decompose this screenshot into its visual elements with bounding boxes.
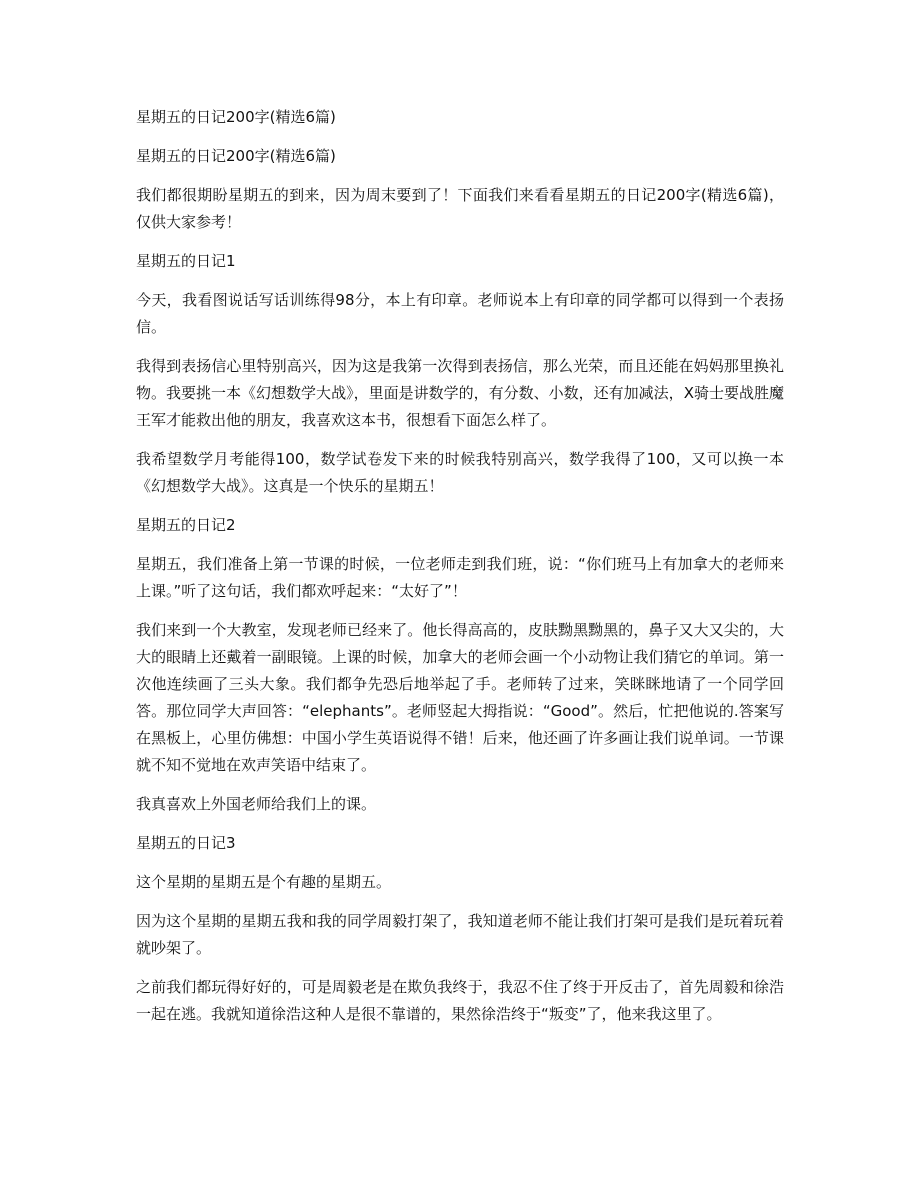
entry-1-paragraph: 我得到表扬信心里特别高兴，因为这是我第一次得到表扬信，那么光荣，而且还能在妈妈那里换礼物。我要挑一本《幻想数学大战》，里面是讲数学的，有分数、小数，还有加减法，X骑士要战胜魔王军才能救出他的朋友，我喜欢这本书，很想看下面怎么样了。: [136, 357, 784, 429]
entry-heading-1: 星期五的日记1: [136, 252, 236, 270]
entry-heading-3: 星期五的日记3: [136, 834, 236, 852]
entry-2-paragraph: 我真喜欢上外国老师给我们上的课。: [136, 795, 377, 813]
entry-heading-2: 星期五的日记2: [136, 516, 236, 534]
entry-1-paragraph: 我希望数学月考能得100，数学试卷发下来的时候我特别高兴，数学我得了100，又可以换一本《幻想数学大战》。这真是一个快乐的星期五！: [136, 450, 784, 495]
document-title: 星期五的日记200字(精选6篇): [136, 108, 336, 126]
entry-3-paragraph: 因为这个星期的星期五我和我的同学周毅打架了，我知道老师不能让我们打架可是我们是玩着玩着就吵架了。: [136, 912, 784, 957]
entry-2-paragraph: 星期五，我们准备上第一节课的时候，一位老师走到我们班，说：“你们班马上有加拿大的老师来上课。”听了这句话，我们都欢呼起来：“太好了”！: [136, 555, 784, 600]
entry-3-paragraph: 这个星期的星期五是个有趣的星期五。: [136, 873, 392, 891]
document-page: [136, 104, 784, 1040]
intro-paragraph: 我们都很期盼星期五的到来，因为周末要到了！下面我们来看看星期五的日记200字(精选6篇)，仅供大家参考！: [136, 186, 784, 231]
entry-2-paragraph: 我们来到一个大教室，发现老师已经来了。他长得高高的，皮肤黝黑黝黑的，鼻子又大又尖的，大大的眼睛上还戴着一副眼镜。上课的时候，加拿大的老师会画一个小动物让我们猜它的单词。第一次他连续画了三头大象。我们都争先恐后地举起了手。老师转了过来，笑眯眯地请了一个同学回答。那位同学大声回答：“elephants”。老师竖起大拇指说：“Good”。然后，忙把他说的.答案写在黑板上，心里仿佛想：中国小学生英语说得不错！后来，他还画了许多画让我们说单词。一节课就不知不觉地在欢声笑语中结束了。: [136, 621, 784, 774]
entry-1-paragraph: 今天，我看图说话写话训练得98分，本上有印章。老师说本上有印章的同学都可以得到一个表扬信。: [136, 291, 784, 336]
document-subtitle: 星期五的日记200字(精选6篇): [136, 147, 336, 165]
entry-3-paragraph: 之前我们都玩得好好的，可是周毅老是在欺负我终于，我忍不住了终于开反击了，首先周毅和徐浩一起在逃。我就知道徐浩这种人是很不靠谱的，果然徐浩终于“叛变”了，他来我这里了。: [136, 978, 784, 1023]
